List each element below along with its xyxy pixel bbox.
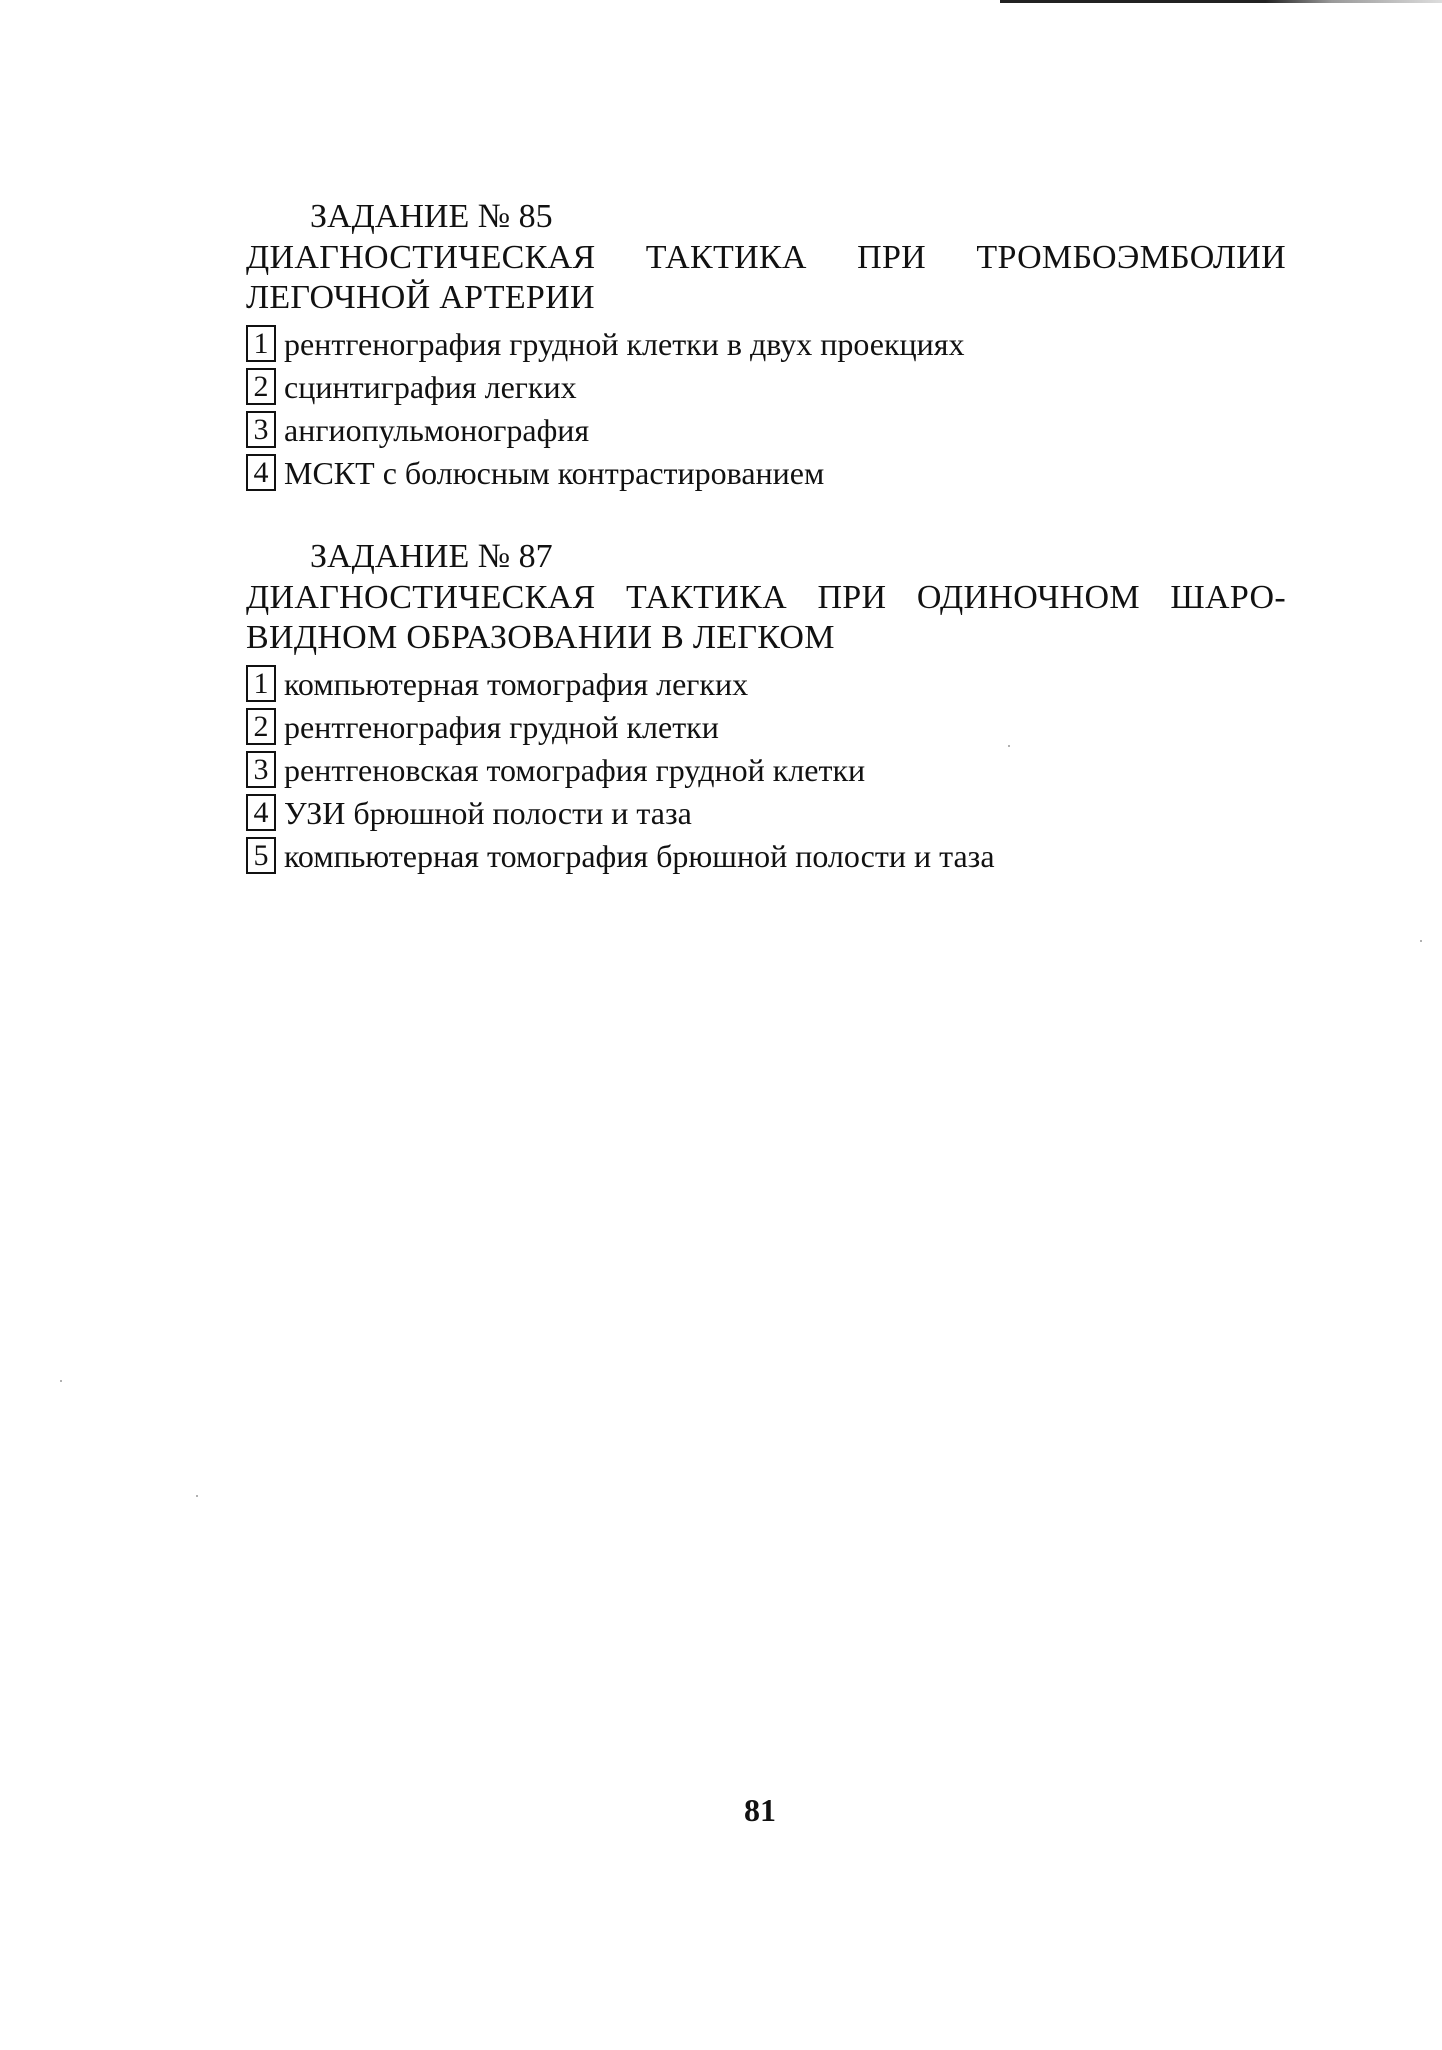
- option-text: МСКТ с болюсным контрастированием: [284, 454, 825, 491]
- task-number: ЗАДАНИЕ № 85: [310, 198, 553, 235]
- option-text: УЗИ брюшной полости и таза: [284, 794, 692, 831]
- answer-options: [246, 322, 1286, 494]
- option-number-box: 1: [246, 325, 276, 362]
- task-title-line: ДИАГНОСТИЧЕСКАЯ ТАКТИКА ПРИ ОДИНОЧНОМ ШАРО-: [246, 579, 1286, 616]
- answer-option: [246, 748, 1286, 791]
- option-number-box: 2: [246, 708, 276, 745]
- option-number-box: 5: [246, 837, 276, 874]
- option-text: рентгенография грудной клетки: [284, 708, 719, 745]
- page-number: 81: [744, 1792, 776, 1828]
- answer-options: [246, 662, 1286, 877]
- answer-option: [246, 322, 1286, 365]
- scan-speck: [1420, 940, 1422, 942]
- option-text: рентгеновская томография грудной клетки: [284, 751, 866, 788]
- answer-option: [246, 705, 1286, 748]
- scan-speck: [60, 1380, 62, 1382]
- option-text: компьютерная томография брюшной полости и таза: [284, 837, 995, 874]
- option-text: компьютерная томография легких: [284, 665, 749, 702]
- task-number: ЗАДАНИЕ № 87: [310, 538, 553, 575]
- task-87: [246, 536, 1286, 877]
- answer-option: [246, 451, 1286, 494]
- option-number-box: 4: [246, 454, 276, 491]
- task-title-line: ВИДНОМ ОБРАЗОВАНИИ В ЛЕГКОМ: [246, 619, 835, 656]
- option-number-box: 3: [246, 751, 276, 788]
- answer-option: [246, 791, 1286, 834]
- option-text: сцинтиграфия легких: [284, 368, 577, 405]
- option-text: рентгенография грудной клетки в двух проекциях: [284, 325, 965, 362]
- option-text: ангиопульмонография: [284, 411, 590, 448]
- answer-option: [246, 365, 1286, 408]
- option-number-box: 4: [246, 794, 276, 831]
- option-number-box: 3: [246, 411, 276, 448]
- option-number-box: 2: [246, 368, 276, 405]
- task-85: [246, 196, 1286, 494]
- task-title: [246, 578, 1286, 658]
- answer-option: [246, 408, 1286, 451]
- answer-option: [246, 662, 1286, 705]
- answer-option: [246, 834, 1286, 877]
- scan-speck: [196, 1495, 198, 1497]
- option-number-box: 1: [246, 665, 276, 702]
- scan-speck: [1008, 745, 1010, 747]
- scan-edge-line: [1000, 0, 1442, 3]
- task-title: ДИАГНОСТИЧЕСКАЯ ТАКТИКА ПРИ ТРОМБОЭМБОЛИИ ЛЕГОЧНОЙ АРТЕРИИ: [246, 239, 1286, 316]
